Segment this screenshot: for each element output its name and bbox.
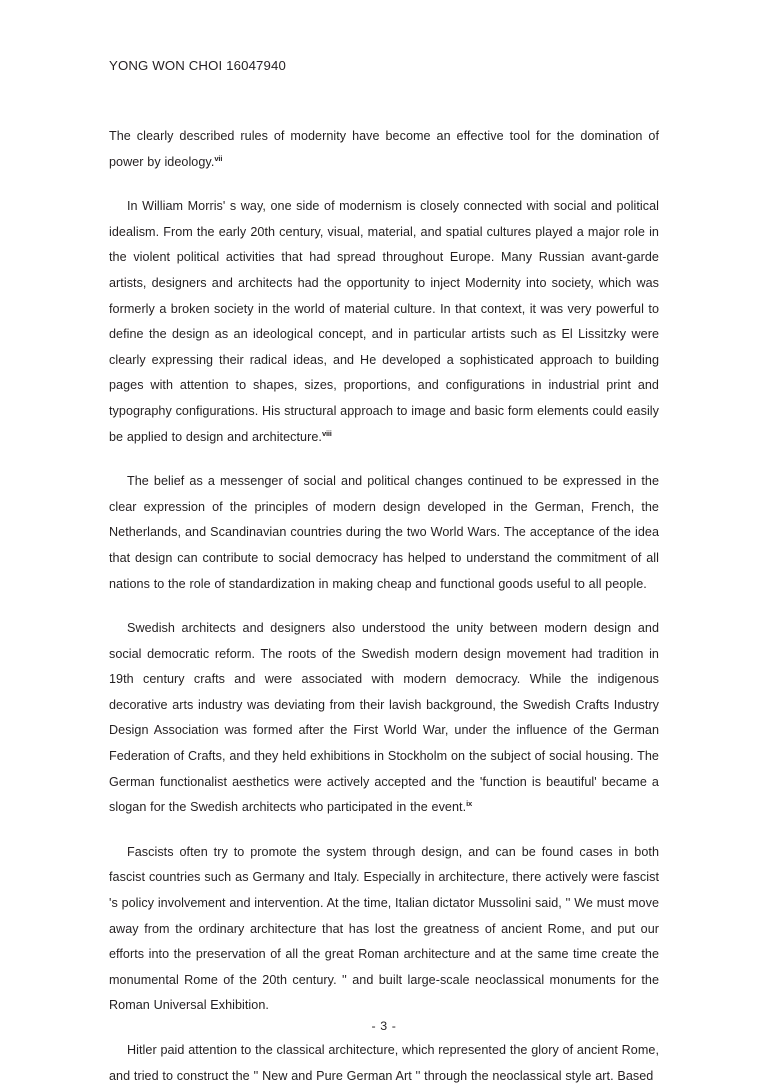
page-header-author: YONG WON CHOI 16047940: [109, 58, 286, 73]
paragraph-text: Hitler paid attention to the classical architecture, which represented the glory of ancient Rome, and tried to construct the '' New and Pure German Art '' through the neoclassical style art. Based: [109, 1043, 659, 1083]
paragraph-hitler: [109, 1038, 659, 1086]
paragraph-text: Fascists often try to promote the system through design, and can be found cases in both fascist countries such as Germany and Italy. Especially in architecture, there actively were fascist 's policy involvement and intervention. At the time, Italian dictator Mussolini said, '' We must move away from the ordinary architecture that has lost the greatness of ancient Rome, and put our efforts into the preservation of all the great Roman architecture and at the same time create the monumental Rome of the 20th century. '' and built large-scale neoclassical monuments for the Roman Universal Exhibition.: [109, 844, 659, 1013]
paragraph-text: Swedish architects and designers also understood the unity between modern design and social democratic reform. The roots of the Swedish modern design movement had tradition in 19th century crafts and were associated with modern democracy. While the indigenous decorative arts industry was deviating from their lavish background, the Swedish Crafts Industry Design Association was formed after the First World War, under the influence of the German Federation of Crafts, and they held exhibitions in Stockholm on the subject of social housing. The German functionalist aesthetics were actively accepted and the 'function is beautiful' became a slogan for the Swedish architects who participated in the event.: [109, 621, 659, 815]
paragraph-modernity-rules: [109, 124, 659, 175]
endnote-marker: viii: [321, 428, 332, 438]
paragraph-william-morris: [109, 194, 659, 450]
paragraph-text: The belief as a messenger of social and political changes continued to be expressed in the clear expression of the principles of modern design developed in the German, French, the Netherlands, and Scandinavian countries during the two World Wars. The acceptance of the idea that design can contribute to social democracy has helped to understand the commitment of all nations to the role of standardization in making cheap and functional goods useful to all people.: [109, 474, 659, 591]
paragraph-text: The clearly described rules of modernity have become an effective tool for the domination of power by ideology.: [109, 129, 659, 169]
document-body: [109, 124, 659, 1086]
endnote-marker: vii: [214, 153, 223, 163]
paragraph-text: In William Morris' s way, one side of modernism is closely connected with social and political idealism. From the early 20th century, visual, material, and spatial cultures played a major role in the violent political activities that had spread throughout Europe. Many Russian avant-garde artists, designers and architects had the opportunity to inject Modernity into society, which was formerly a broken society in the world of material culture. In that context, it was very powerful to define the design as an ideological concept, and in particular artists such as El Lissitzky were clearly expressing their radical ideas, and He developed a sophisticated approach to building pages with attention to shapes, sizes, proportions, and configurations in industrial print and typography configurations. His structural approach to image and basic form elements could easily be applied to design and architecture.: [109, 199, 659, 444]
paragraph-fascists: [109, 840, 659, 1019]
endnote-marker: ix: [466, 799, 473, 809]
page-number-footer: - 3 -: [371, 1019, 397, 1033]
paragraph-belief-messenger: [109, 469, 659, 597]
paragraph-swedish-architects: [109, 616, 659, 821]
